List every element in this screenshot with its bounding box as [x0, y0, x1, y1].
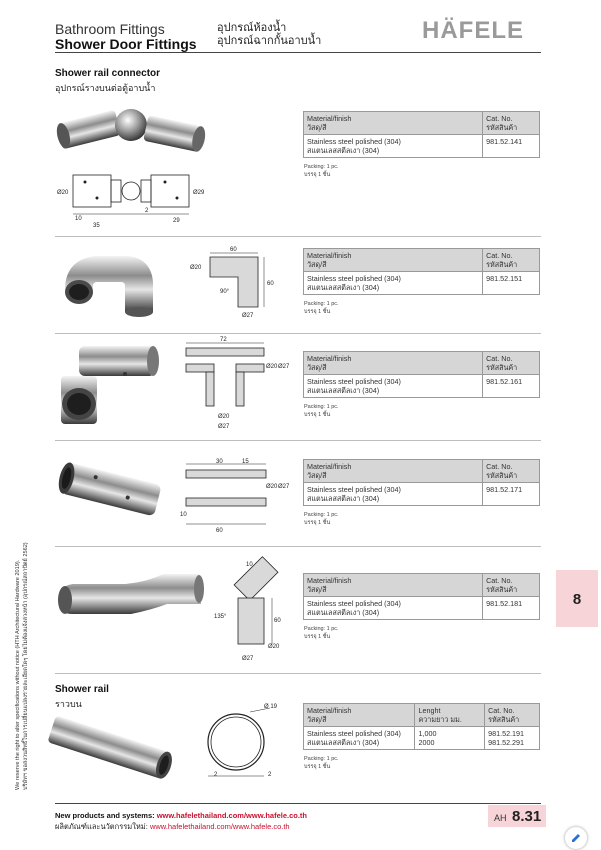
dim-label: 10	[180, 512, 187, 518]
header-divider	[55, 52, 541, 53]
side-notice: We reserve the right to alter specifications without notice (HTH Architectural Hardware 2019). บริษัทฯ ขอสงวนสิทธิ์ในการเปลี่ยนแปลงรายละเอียดใดๆ โดยไม่ต้องแจ้งล่วงหน้า (อุปกรณ์สถาปัตย์ 2562)	[15, 542, 29, 790]
header-subtitle: Shower Door Fittings	[55, 36, 197, 52]
material-header: Material/finish วัสดุ/สี	[304, 574, 483, 597]
material-header: Material/finish วัสดุ/สี	[304, 460, 483, 483]
cat-header: Cat. No. รหัสสินค้า	[483, 574, 540, 597]
cat-cell: 981.52.181	[483, 597, 540, 620]
dim-label: Ø20	[266, 364, 278, 370]
product-image-straight-connector	[55, 455, 165, 525]
dim-label: 72	[220, 337, 227, 343]
dim-label: 60	[267, 281, 274, 287]
header-category: Bathroom Fittings	[55, 21, 165, 37]
dim-label: 30	[216, 459, 223, 465]
dim-label: 60	[274, 618, 281, 624]
dim-label: 2	[268, 772, 272, 778]
dim-label: Ø20	[190, 265, 202, 271]
section-divider	[55, 440, 541, 441]
dim-label: Ø27	[278, 364, 290, 370]
spec-table	[303, 248, 540, 295]
product-image-tee-connector	[55, 342, 165, 432]
dim-label: Ø20	[268, 644, 280, 650]
table-row	[304, 272, 540, 295]
footer	[55, 810, 307, 832]
product-image-shower-rail	[55, 706, 165, 786]
dim-label: Ø20	[57, 190, 69, 196]
header-category-th: อุปกรณ์ห้องน้ำ	[217, 22, 287, 34]
header-titles	[55, 22, 197, 52]
section-title: Shower rail connector	[55, 68, 161, 79]
header-subtitle-th: อุปกรณ์ฉากกั้นอาบน้ำ	[217, 35, 322, 47]
dim-label: Ø20	[266, 484, 278, 490]
spec-table	[303, 111, 540, 158]
cat-header: Cat. No. รหัสสินค้า	[483, 112, 540, 135]
section-divider	[55, 333, 541, 334]
cat-header: Cat. No. รหัสสินค้า	[485, 704, 540, 727]
footer-link-th[interactable]: www.hafelethailand.com/www.hafele.co.th	[149, 822, 290, 831]
spec-table	[303, 573, 540, 620]
page-number: 8.31	[512, 808, 542, 825]
spec-table	[303, 459, 540, 506]
dim-label: 15	[242, 459, 249, 465]
cat-cell: 981.52.191 981.52.291	[485, 727, 540, 750]
dim-label: 90°	[220, 289, 230, 295]
packing-note: Packing: 1 pc. บรรจุ 1 ชิ้น	[304, 512, 339, 526]
section-divider	[55, 236, 541, 237]
dim-label: 10	[246, 562, 253, 568]
edit-button[interactable]	[565, 827, 587, 849]
product-image-swivel-connector	[55, 95, 205, 170]
dim-label: 60	[230, 247, 237, 253]
product-image-angle-connector	[55, 570, 205, 630]
dim-label: Ø27	[218, 424, 230, 430]
length-cell: 1,000 2000	[415, 727, 485, 750]
spec-table-rail	[303, 703, 540, 750]
cat-cell: 981.52.141	[483, 135, 540, 158]
material-header: Material/finish วัสดุ/สี	[304, 112, 483, 135]
dim-label: 60	[216, 528, 223, 534]
dimension-drawing-3	[180, 336, 300, 431]
material-cell: Stainless steel polished (304) สแตนเลสสตีลเงา (304)	[304, 727, 415, 750]
dim-label: Ø 19	[264, 704, 278, 710]
packing-note: Packing: 1 pc. บรรจุ 1 ชิ้น	[304, 164, 339, 178]
material-cell: Stainless steel polished (304) สแตนเลสสตีลเงา (304)	[304, 597, 483, 620]
dim-label: 2	[145, 208, 149, 214]
page-number-badge	[488, 805, 546, 827]
page-prefix: AH	[494, 813, 507, 823]
section-title-th: อุปกรณ์รางบนต่อตู้อาบน้ำ	[55, 83, 156, 93]
packing-note: Packing: 1 pc. บรรจุ 1 ชิ้น	[304, 626, 339, 640]
chapter-tab[interactable]	[556, 570, 598, 627]
pencil-icon	[570, 832, 582, 844]
dim-label: Ø27	[242, 313, 254, 319]
dimension-drawing-rail	[200, 700, 290, 785]
material-header: Material/finish วัสดุ/สี	[304, 704, 415, 727]
table-row	[304, 727, 540, 750]
brand-logo: HÄFELE	[422, 17, 524, 44]
dimension-drawing-4	[180, 454, 300, 534]
packing-note: Packing: 1 pc. บรรจุ 1 ชิ้น	[304, 404, 339, 418]
dim-label: 135°	[214, 614, 227, 620]
dim-label: 2	[214, 772, 218, 778]
footer-link[interactable]: www.hafelethailand.com/www.hafele.co.th	[156, 811, 308, 820]
table-row	[304, 483, 540, 506]
cat-header: Cat. No. รหัสสินค้า	[483, 249, 540, 272]
dimension-drawing-1	[55, 170, 215, 230]
dim-label: Ø27	[278, 484, 290, 490]
footer-divider	[55, 803, 541, 804]
cat-header: Cat. No. รหัสสินค้า	[483, 352, 540, 375]
dim-label: 29	[173, 218, 180, 224]
table-row	[304, 597, 540, 620]
material-header: Material/finish วัสดุ/สี	[304, 249, 483, 272]
packing-note: Packing: 1 pc. บรรจุ 1 ชิ้น	[304, 756, 339, 770]
material-cell: Stainless steel polished (304) สแตนเลสสตีลเงา (304)	[304, 135, 483, 158]
material-cell: Stainless steel polished (304) สแตนเลสสตีลเงา (304)	[304, 483, 483, 506]
cat-cell: 981.52.171	[483, 483, 540, 506]
table-row	[304, 375, 540, 398]
cat-header: Cat. No. รหัสสินค้า	[483, 460, 540, 483]
spec-table	[303, 351, 540, 398]
section-title: Shower rail	[55, 684, 109, 695]
chapter-number: 8	[572, 591, 582, 608]
footer-label-th: ผลิตภัณฑ์และนวัตกรรมใหม่:	[55, 822, 148, 831]
table-row	[304, 135, 540, 158]
product-image-elbow-connector	[55, 242, 165, 317]
material-cell: Stainless steel polished (304) สแตนเลสสตีลเงา (304)	[304, 272, 483, 295]
section-divider	[55, 546, 541, 547]
section-title-th: ราวบน	[55, 699, 82, 709]
dimension-drawing-5	[212, 552, 302, 662]
dimension-drawing-2	[190, 245, 290, 320]
footer-label: New products and systems:	[55, 811, 155, 820]
dim-label: 10	[75, 216, 82, 222]
material-header: Material/finish วัสดุ/สี	[304, 352, 483, 375]
dim-label: Ø27	[242, 656, 254, 662]
header-thai-titles	[217, 22, 321, 48]
dim-label: 35	[93, 223, 100, 229]
dim-label: Ø20	[218, 414, 230, 420]
dim-label: Ø29	[193, 190, 205, 196]
length-header: Lenght ความยาว มม.	[415, 704, 485, 727]
cat-cell: 981.52.151	[483, 272, 540, 295]
packing-note: Packing: 1 pc. บรรจุ 1 ชิ้น	[304, 301, 339, 315]
section-divider	[55, 673, 541, 674]
cat-cell: 981.52.161	[483, 375, 540, 398]
material-cell: Stainless steel polished (304) สแตนเลสสตีลเงา (304)	[304, 375, 483, 398]
